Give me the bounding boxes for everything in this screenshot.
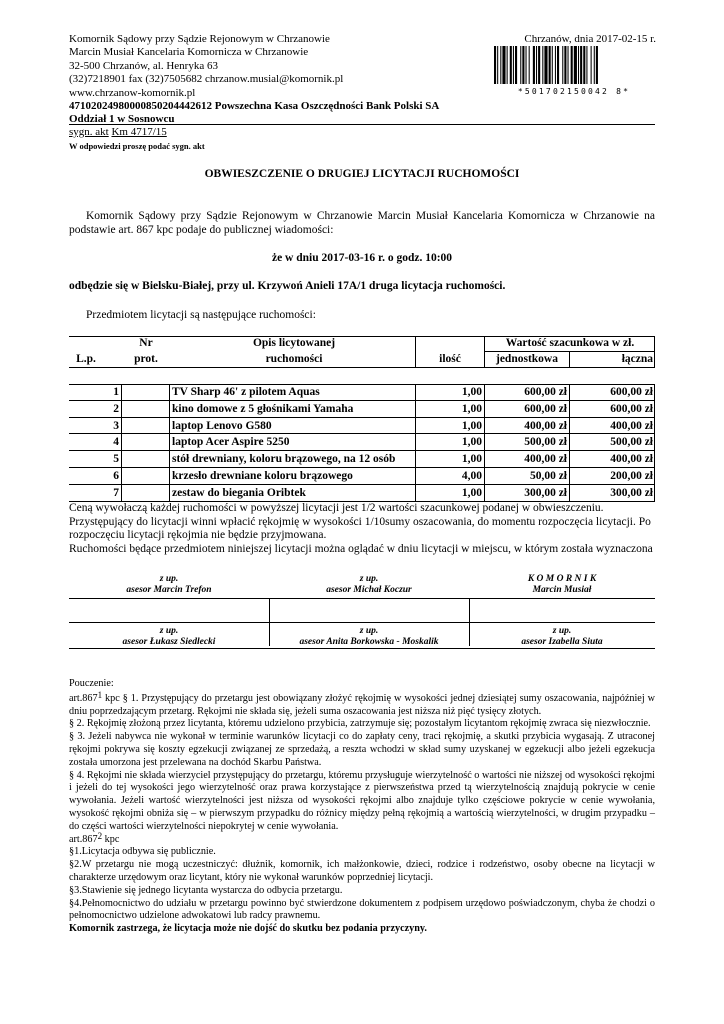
col-lp: L.p. <box>76 353 96 365</box>
col-value: Wartość szacunkowa w zł. <box>505 337 635 349</box>
cell-description: zestaw do biegania Oribtek <box>172 486 306 499</box>
cell-total-value: 500,00 zł <box>610 436 653 449</box>
table-row <box>69 468 655 485</box>
table-row <box>69 451 655 468</box>
cell-quantity: 1,00 <box>461 419 482 432</box>
sender-line: Marcin Musiał Kancelaria Komornicza w Chrzanowie <box>69 46 309 59</box>
art-867-1: art.867$^1$ kpc § 1. Przystępujący do przetargu jest obowiązany złożyć rękojmię w wysokości jednej dziesiątej sumy oszacowania, najpóźniej w dniu poprzedzającym przetarg. Rękojmi nie składa się, jeżeli suma oszacowania jest niższa niż pięć tysięcy złotych. <box>69 689 655 717</box>
cell-quantity: 1,00 <box>461 402 482 415</box>
barcode <box>493 46 655 96</box>
instructions-heading: Pouczenie: <box>69 678 114 689</box>
table-row <box>69 401 655 418</box>
cell-quantity: 1,00 <box>461 486 482 499</box>
cell-quantity: 1,00 <box>461 453 482 466</box>
cell-total-value: 300,00 zł <box>610 486 653 499</box>
art-867-2: art.867$^2$ kpc <box>69 830 120 845</box>
terms-line: Ruchomości będące przedmiotem niniejszej licytacji można oglądać w dniu licytacji w miejscu, w którym została wyznaczona <box>69 542 653 555</box>
bank-branch: Oddział 1 w Sosnowcu <box>69 113 175 126</box>
cell-unit-value: 400,00 zł <box>524 419 567 432</box>
art-paragraph: § 3. Jeżeli nabywca nie wykonał w terminie warunków licytacji co do zapłaty ceny, traci rękojmię, a skutki przybicia wygasają. Z utraconej rękojmi pokrywa się koszty egzekucji związanej ze sprzedażą, a reszta wchodzi w skład sumy uzyskanej w egzekucji albo jeżeli egzekucja została umorzona jest przelewana na dochód Skarbu Państwa. <box>69 731 655 768</box>
cell-lp: 7 <box>113 486 119 499</box>
table-row <box>69 418 655 435</box>
col-unit-value: jednostkowa <box>496 353 558 365</box>
col-nr-line2: prot. <box>134 353 158 365</box>
cell-lp: 3 <box>113 419 119 432</box>
col-qty: ilość <box>439 353 461 365</box>
auction-datetime: że w dniu 2017-03-16 r. o godz. 10:00 <box>271 252 453 264</box>
sender-line: www.chrzanow-komornik.pl <box>69 86 196 99</box>
art-paragraph: § 2. Rękojmię złożoną przez licytanta, któremu udzielono przybicia, zatrzymuje się; pozostałym licytantom rękojmię zwraca się niezwłocznie. <box>69 718 651 730</box>
terms-line: Ceną wywołaczą każdej ruchomości w powyższej licytacji jest 1/2 wartości szacunkowej podanej w obwieszczeniu. <box>69 502 604 514</box>
sender-line: Komornik Sądowy przy Sądzie Rejonowym w Chrzanowie <box>69 33 330 45</box>
sender-line: 32-500 Chrzanów, al. Henryka 63 <box>69 59 218 72</box>
cell-unit-value: 600,00 zł <box>524 386 567 398</box>
cell-total-value: 400,00 zł <box>610 419 653 432</box>
signatures-block <box>69 572 655 660</box>
table-row <box>69 434 655 451</box>
date-place: Chrzanów, dnia 2017-02-15 r. <box>524 33 656 45</box>
signature-siedlecki: z up. asesor Łukasz Siedlecki <box>122 626 216 647</box>
col-desc-line1: Opis licytowanej <box>252 337 336 349</box>
table-row <box>69 384 655 401</box>
cell-description: laptop Acer Aspire 5250 <box>172 436 290 449</box>
auction-terms <box>69 502 655 556</box>
signature-komornik: K O M O R N I K Marcin Musiał <box>527 574 597 595</box>
col-nr-line1: Nr <box>139 337 153 349</box>
case-number <box>69 126 167 138</box>
auction-subject: Przedmiotem licytacji są następujące ruchomości: <box>86 309 316 321</box>
case-number-label: sygn. akt <box>69 126 109 138</box>
cell-description: laptop Lenovo G580 <box>172 419 272 432</box>
notice-title: OBWIESZCZENIE O DRUGIEJ LICYTACJI RUCHOMOŚCI <box>204 168 520 180</box>
signature-koczur: z up. asesor Michał Koczur <box>326 574 412 595</box>
cell-description: stół drewniany, koloru brązowego, na 12 osób <box>172 453 396 466</box>
cell-unit-value: 500,00 zł <box>524 436 567 449</box>
header-rule <box>69 124 655 125</box>
case-number-value: Km 4717/15 <box>111 126 167 138</box>
cell-quantity: 4,00 <box>461 470 482 482</box>
art-paragraph: §3.Stawienie się jednego licytanta wystarcza do odbycia przetargu. <box>69 884 343 896</box>
art-paragraph: §4.Pełnomocnictwo do udziału w przetargu powinno być stwierdzone dokumentem z podpisem urzędowo poświadczonym, chyba że chodzi o pełnomocnictwo udzielone adwokatowi lub radcy prawnemu. <box>69 897 655 922</box>
cell-quantity: 1,00 <box>461 436 482 449</box>
instructions <box>69 678 655 936</box>
bank-account: 47102024980000850204442612 Powszechna Kasa Oszczędności Bank Polski SA <box>69 100 440 113</box>
art-paragraph: §2.W przetargu nie mogą uczestniczyć: dłużnik, komornik, ich małżonkowie, dzieci, rodzice i rodzeństwo, osoby obecne na licytacji w charakterze urzędowym oraz licytant, który nie wykonał warunków poprzedniej licytacji. <box>69 859 655 883</box>
cell-total-value: 600,00 zł <box>610 386 653 398</box>
signature-siuta: z up. asesor Izabella Siuta <box>521 626 603 647</box>
cell-lp: 6 <box>113 470 119 482</box>
cell-lp: 2 <box>113 402 119 415</box>
barcode-text: *501702150042 8* <box>517 87 631 96</box>
signature-borkowska: z up. asesor Anita Borkowska - Moskalik <box>299 626 439 647</box>
sender-block <box>69 33 489 127</box>
table-row <box>69 485 655 502</box>
art-paragraph: §1.Licytacja odbywa się publicznie. <box>69 846 216 858</box>
cell-lp: 1 <box>113 386 119 398</box>
sender-line: (32)7218901 fax (32)7505682 chrzanow.musial@komornik.pl <box>69 73 344 86</box>
art-paragraph: § 4. Rękojmi nie składa wierzyciel przystępujący do przetargu, któremu przysługuje wierzytelność o wartości nie niższej od wysokości rękojmi i jeżeli do tej wysokości jego wierzytelność oraz prawa korzystające z pierwszeństwa przed tą wierzytelnością znajdują pokrycie w cenie wywołania. Jeżeli wartość wierzytelności jest niższa od wysokości rękojmi albo znajduje tylko częściowe pokrycie w cenie wywołania, wysokość rękojmi obniża się – w pierwszym przypadku do różnicy między pełną rękojmią a wartością wierzytelności, w drugim przypadku – do części wartości wierzytelności niepokrytej w cenie wywołania. <box>69 769 655 832</box>
cell-unit-value: 50,00 zł <box>529 470 567 482</box>
items-table <box>69 384 655 502</box>
cell-total-value: 600,00 zł <box>610 402 653 415</box>
col-total-value: łączna <box>621 353 653 365</box>
cell-total-value: 200,00 zł <box>610 470 653 482</box>
cell-unit-value: 600,00 zł <box>524 402 567 415</box>
cell-total-value: 400,00 zł <box>610 453 653 466</box>
terms-line: Przystępujący do licytacji winni wpłacić rękojmię w wysokości 1/10sumy oszacowania, do momentu rozpoczęcia licytacji. Po rozpoczęciu licytacji rękojmia nie będzie przyjmowana. <box>69 515 651 542</box>
cell-unit-value: 400,00 zł <box>524 453 567 466</box>
notice-intro: Komornik Sądowy przy Sądzie Rejonowym w Chrzanowie Marcin Musiał Kancelaria Komornicza w Chrzanowie na podstawie art. 867 kpc podaje do publicznej wiadomości: <box>69 210 655 236</box>
case-number-note: W odpowiedzi proszę podać sygn. akt <box>69 141 205 151</box>
col-desc-line2: ruchomości <box>265 353 323 365</box>
cell-description: TV Sharp 46' z pilotem Aquas <box>172 386 320 398</box>
cell-lp: 4 <box>113 436 119 449</box>
items-table-header <box>69 336 655 368</box>
final-note: Komornik zastrzega, że licytacja może nie dojść do skutku bez podania przyczyny. <box>69 923 427 935</box>
cell-unit-value: 300,00 zł <box>524 486 567 499</box>
cell-description: kino domowe z 5 głośnikami Yamaha <box>172 402 354 415</box>
cell-description: krzesło drewniane koloru brązowego <box>172 470 353 482</box>
signature-trefon: z up. asesor Marcin Trefon <box>126 574 212 595</box>
cell-lp: 5 <box>113 453 119 466</box>
auction-place: odbędzie się w Bielsku-Białej, przy ul. Krzywoń Anieli 17A/1 druga licytacja ruchomości. <box>69 280 506 292</box>
cell-quantity: 1,00 <box>461 386 482 398</box>
